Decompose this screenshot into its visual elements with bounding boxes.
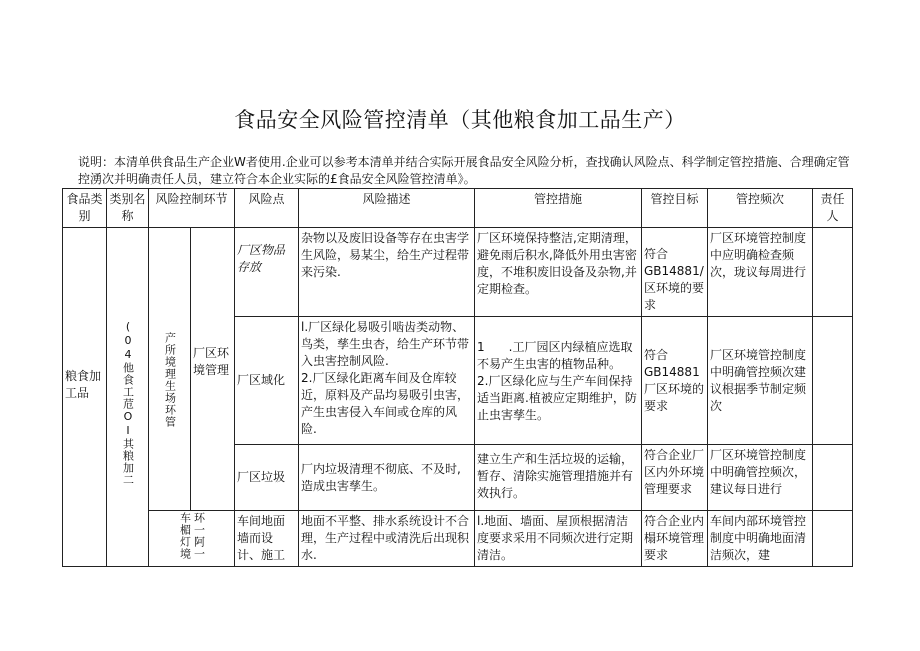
control-measure: 1 .工厂园区内绿植应选取不易产生虫害的植物品种。 2.厂区绿化应与生产车间保持适当距离.植被应定期维护，防止虫害孳生。: [475, 317, 642, 445]
control-target: 符合GB14881厂区环境的要求: [642, 317, 708, 445]
header-desc: 风险描述: [299, 189, 475, 228]
owner-cell: [813, 228, 853, 317]
subcategory-label: (04他食工苊OI其粮加二: [121, 320, 135, 486]
risk-desc: 厂内垃圾清理不彻底、不及时,造成虫害孳生。: [299, 445, 475, 511]
control-measure: 厂区环境保持整洁,定期清理，避免雨后积水,降低外用虫害密度，不堆积废旧设备及杂物,并定期检查。: [475, 228, 642, 317]
link-level2-cell: [191, 228, 235, 511]
control-measure: l.地面、墙面、屋顶根据清洁度要求采用不同频次进行定期清洁。: [475, 511, 642, 567]
explanation-note: [78, 154, 858, 188]
control-measure: 建立生产和生活垃圾的运输，暂存、清除实施管理措施并有效执行。: [475, 445, 642, 511]
subcategory-cell: [107, 228, 149, 567]
header-freq: 管控频次: [708, 189, 813, 228]
control-frequency: 厂区环境管控制度中明确管控频次，建议每日进行: [708, 445, 813, 511]
link-level2b-label: 环一阿一车楣灯境: [178, 512, 206, 560]
category-cell: [63, 228, 107, 567]
owner-cell: [813, 511, 853, 567]
control-frequency: 厂区环境管控制度中明确管控频次建议根据季节制定频次: [708, 317, 813, 445]
risk-point: 厂区物品存放: [235, 228, 299, 317]
risk-point: 厂区域化: [235, 317, 299, 445]
risk-desc: l.厂区绿化易吸引啮齿类动物、鸟类，孳生虫杏，给生产环节带入虫害控制风险. 2.厂区绿化距离车间及仓库较近，原料及产品均易吸引虫害，产生虫害侵入车间或仓库的风险.: [299, 317, 475, 445]
header-target: 管控目标: [642, 189, 708, 228]
category-label: 粮食加工品: [65, 369, 102, 400]
link-level1-cell: [149, 228, 191, 511]
header-link: 风险控制环节: [149, 189, 235, 228]
risk-control-table: [62, 188, 853, 567]
risk-point: 厂区垃圾: [235, 445, 299, 511]
table-row: [63, 228, 853, 317]
header-measure: 管控措施: [475, 189, 642, 228]
owner-cell: [813, 317, 853, 445]
note-line-1: 说明：本清单供食品生产企业W者使用.企业可以参考本清单并结合实际开展食品安全风险分析，查找确认风险点、科学制定管控措施、合理确定管: [78, 155, 850, 169]
table-row: [63, 511, 853, 567]
risk-desc: 杂物以及废旧设备等存在虫害学生风险，易某尘，给生产过程带来污染.: [299, 228, 475, 317]
link-level2-label: 厂区环境管理: [193, 346, 230, 377]
header-point: 风险点: [235, 189, 299, 228]
table-header-row: [63, 189, 853, 228]
control-frequency: 车间内部环境管控制度中明确地面清洁频次，建: [708, 511, 813, 567]
owner-cell: [813, 445, 853, 511]
control-frequency: 厂区环境管控制度中应明确检查频次，珑议每周进行: [708, 228, 813, 317]
risk-point: 车间地面墙而设计、施工: [235, 511, 299, 567]
page-title: 食品安全风险管控清单（其他粮食加工品生产）: [234, 108, 686, 132]
header-category: 食品类别: [63, 189, 107, 228]
control-target: 符合企业厂区内外环境管理要求: [642, 445, 708, 511]
header-owner: 责任人: [813, 189, 853, 228]
risk-desc: 地面不平整、排水系统设计不合理，生产过程中或清洗后出现积水.: [299, 511, 475, 567]
note-line-2: 控湧次并明确责任人员，建立符合本企业实际的£食品安全风险管控清单》。: [78, 172, 476, 186]
link-level1-label: 产所境理生场环管: [163, 332, 177, 428]
control-target: 符合GB14881/区环境的要求: [642, 228, 708, 317]
header-subcategory: 类别名称: [107, 189, 149, 228]
link-level2b-cell: [149, 511, 235, 567]
control-target: 符合企业内榻环境管理要求: [642, 511, 708, 567]
